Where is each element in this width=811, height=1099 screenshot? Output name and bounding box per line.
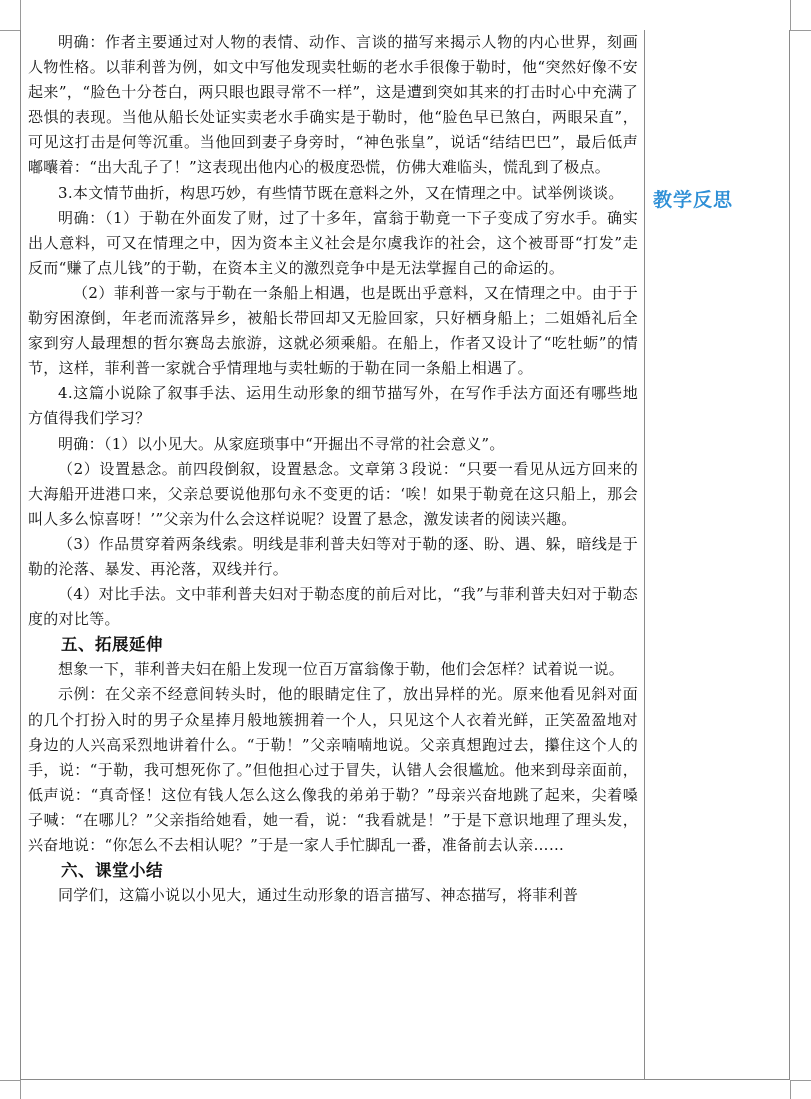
teaching-reflection-label: 教学反思	[653, 189, 734, 211]
crop-mark-top-left-h	[0, 30, 20, 31]
crop-mark-bottom-left-v	[20, 1080, 21, 1099]
paragraph: 示例：在父亲不经意间转头时，他的眼睛定住了，放出异样的光。原来他看见斜对面的几个打扮入时的男子众星捧月般地簇拥着一个人，只见这个人衣着光鲜，正笑盈盈地对身边的人兴高采烈地讲着什么。“于勒！”父亲喃喃地说。父亲真想跑过去，攥住这个人的手，说：“于勒，我可想死你了。”但他担心过于冒失，认错人会很尴尬。他来到母亲面前，低声说：“真奇怪！这位有钱人怎么这么像我的弟弟于勒？”母亲兴奋地跳了起来，尖着嗓子喊：“在哪儿？”父亲指给她看，她一看，说：“我看就是！”于是下意识地理了理头发，兴奋地说：“你怎么不去相认呢？”于是一家人手忙脚乱一番，准备前去认亲……	[28, 685, 638, 854]
paragraph: （3）作品贯穿着两条线索。明线是菲利普夫妇等对于勒的逐、盼、遇、躲，暗线是于勒的沦落、暴发、再沦落，双线并行。	[28, 534, 638, 578]
question-3: 3.本文情节曲折，构思巧妙，有些情节既在意料之外，又在情理之中。试举例谈谈。	[58, 183, 624, 202]
question-4: 4.这篇小说除了叙事手法、运用生动形象的细节描写外，在写作手法方面还有哪些地方值得我们学习？	[28, 384, 638, 428]
crop-mark-bottom-left-h	[0, 1080, 20, 1081]
paragraph: 明确：作者主要通过对人物的表情、动作、言谈的描写来揭示人物的内心世界，刻画人物性格。以菲利普为例，如文中写他发现卖牡蛎的老水手很像于勒时，他“突然好像不安起来”，“脸色十分苍白，两只眼也跟寻常不一样”，这是遭到突如其来的打击时心中充满了恐惧的表现。当他从船长处证实卖老水手确实是于勒时，他“脸色早已煞白，两眼呆直”，可见这打击是何等沉重。当他回到妻子身旁时，“神色张皇”，说话“结结巴巴”，最后低声嘟囔着：“出大乱子了！”这表现出他内心的极度恐慌，仿佛大难临头，慌乱到了极点。	[28, 33, 638, 177]
paragraph: （4）对比手法。文中菲利普夫妇对于勒态度的前后对比，“我”与菲利普夫妇对于勒态度的对比等。	[28, 585, 638, 629]
lesson-content	[28, 30, 638, 908]
paragraph: 同学们，这篇小说以小见大，通过生动形象的语言描写、神态描写，将菲利普	[58, 886, 579, 905]
paragraph: 明确：（1）于勒在外面发了财，过了十多年，富翁于勒竟一下子变成了穷水手。确实出人意料，可又在情理之中，因为资本主义社会是尔虞我诈的社会，这个被哥哥“打发”走反而“赚了点儿钱”的于勒，在资本主义的激烈竞争中是无法掌握自己的命运的。	[28, 208, 638, 277]
paragraph: （2）菲利普一家与于勒在一条船上相遇，也是既出乎意料，又在情理之中。由于于勒穷困潦倒，年老而流落异乡，被船长带回却又无脸回家，只好栖身船上；二姐婚礼后全家到穷人最理想的哲尔赛岛去旅游，这就必须乘船。在船上，作者又设计了“吃牡蛎”的情节，这样，菲利普一家就合乎情理地与卖牡蛎的于勒在同一条船上相遇了。	[28, 283, 638, 378]
section-heading-summary: 六、课堂小结	[61, 861, 163, 881]
crop-mark-top-right-h	[790, 30, 811, 31]
crop-mark-top-left-v	[20, 0, 21, 30]
section-heading-extension: 五、拓展延伸	[61, 635, 163, 655]
paragraph: 明确：（1）以小见大。从家庭琐事中“开掘出不寻常的社会意义”。	[58, 434, 505, 453]
column-divider	[644, 30, 645, 1080]
paragraph: 想象一下，菲利普夫妇在船上发现一位百万富翁像于勒，他们会怎样？试着说一说。	[58, 660, 625, 679]
crop-mark-top-right-v	[790, 0, 791, 30]
crop-mark-bottom-right-v	[790, 1080, 791, 1099]
crop-mark-bottom-right-h	[790, 1080, 811, 1081]
paragraph: （2）设置悬念。前四段倒叙，设置悬念。文章第３段说：“只要一看见从远方回来的大海船开进港口来，父亲总要说他那句永不变更的话：‘唉！如果于勒竟在这只船上，那会叫人多么惊喜呀！’”父亲为什么会这样说呢？设置了悬念，激发读者的阅读兴趣。	[28, 459, 638, 528]
